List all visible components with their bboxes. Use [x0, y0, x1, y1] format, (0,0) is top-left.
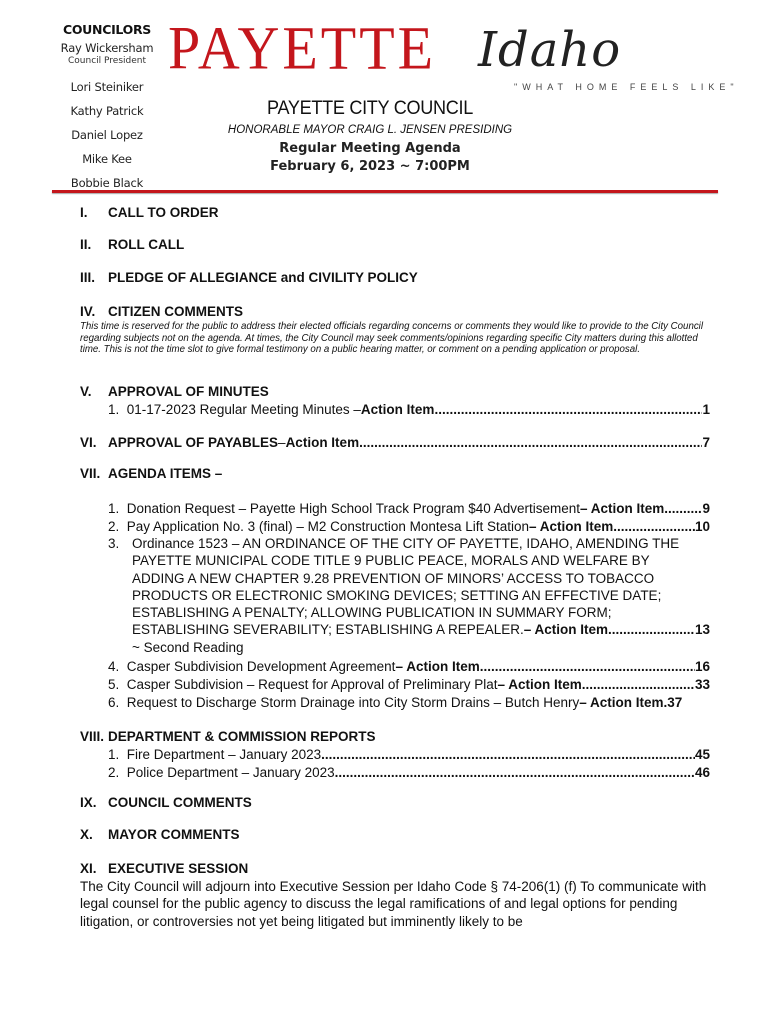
- agenda-item: [108, 658, 710, 675]
- dot-leader: [321, 746, 695, 763]
- state-script-wordmark: Idaho: [478, 22, 622, 78]
- ordinance-line: PRODUCTS OR ELECTRONIC SMOKING DEVICES; SETTING AN EFFECTIVE DATE;: [132, 587, 662, 603]
- dot-leader: [613, 518, 695, 535]
- dot-leader: [664, 500, 702, 517]
- council-president-name: Ray Wickersham: [60, 41, 154, 55]
- section-approval-of-payables: [80, 434, 710, 451]
- citizen-comments-note: This time is reserved for the public to address their elected officials regarding concerns or comments they would like to provide to the City Council regarding subjects not on the agenda. At times, the City Council may seek comments/opinions regarding specific City matters during this allotted time. This is not the time slot to give formal testimony on a public hearing matter, or comment on a pending application or proposal.: [80, 321, 703, 355]
- action-label: – Action Item: [395, 659, 480, 674]
- ordinance-line: ESTABLISHING A PENALTY; ALLOWING PUBLICATION IN SUMMARY FORM;: [132, 605, 612, 621]
- item-number: 4.: [108, 659, 120, 674]
- section-citizen-comments: [80, 304, 243, 319]
- header-divider: [52, 190, 718, 193]
- section-title: APPROVAL OF PAYABLES: [108, 435, 279, 450]
- section-number: VIII.: [80, 729, 105, 744]
- logo-tagline: "WHAT HOME FEELS LIKE": [514, 82, 739, 92]
- agenda-item: [108, 401, 710, 418]
- section-number: V.: [80, 384, 92, 399]
- dot-leader: [608, 621, 695, 638]
- item-number: 1.: [108, 747, 120, 762]
- section-department-reports: [80, 729, 376, 744]
- item-number: 1.: [108, 501, 120, 516]
- reading-note: ~ Second Reading: [132, 639, 244, 655]
- council-president-role: Council President: [68, 56, 146, 66]
- ordinance-line: ESTABLISHING SEVERABILITY; ESTABLISHING A REPEALER.: [132, 622, 524, 638]
- item-text: Casper Subdivision Development Agreement: [126, 659, 396, 674]
- section-number: VII.: [80, 466, 101, 481]
- item-text: Donation Request – Payette High School Track Program $40 Advertisement: [126, 501, 581, 516]
- agenda-item: [108, 694, 710, 711]
- action-label: – Action Item: [529, 519, 614, 534]
- action-label: – Action Item: [497, 677, 582, 692]
- item-number: 3.: [108, 536, 120, 551]
- page-number: 37: [667, 695, 683, 710]
- councilor-name: Kathy Patrick: [70, 104, 144, 118]
- councilor-name: Mike Kee: [82, 152, 132, 166]
- page-title: PAYETTE CITY COUNCIL: [267, 98, 473, 119]
- dot-leader: [335, 764, 695, 781]
- agenda-item: [108, 500, 710, 517]
- page-number: 9: [702, 501, 710, 516]
- ordinance-line: Ordinance 1523 – AN ORDINANCE OF THE CITY OF PAYETTE, IDAHO, AMENDING THE: [132, 536, 680, 551]
- action-label: Action Item: [285, 435, 360, 450]
- section-agenda-items: [80, 466, 222, 481]
- section-number: IX.: [80, 795, 97, 810]
- section-pledge: [80, 270, 418, 285]
- section-title: AGENDA ITEMS –: [108, 466, 223, 481]
- section-number: X.: [80, 827, 93, 842]
- councilors-header: COUNCILORS: [62, 22, 151, 37]
- page-number: 10: [694, 519, 710, 534]
- report-item: [108, 746, 710, 763]
- report-item: [108, 764, 710, 781]
- section-number: XI.: [80, 861, 97, 876]
- section-number: II.: [80, 237, 92, 252]
- action-label: – Action Item: [523, 622, 609, 638]
- item-text: Police Department – January 2023: [126, 765, 335, 780]
- section-title: PLEDGE OF ALLEGIANCE and CIVILITY POLICY: [108, 270, 418, 285]
- ordinance-line: ADDING A NEW CHAPTER 9.28 PREVENTION OF MINORS’ ACCESS TO TOBACCO: [132, 570, 655, 586]
- councilor-name: Daniel Lopez: [71, 128, 143, 142]
- item-number: 6.: [108, 695, 120, 710]
- councilor-name: Lori Steiniker: [70, 80, 144, 94]
- page-number: 1: [702, 402, 710, 417]
- section-title: COUNCIL COMMENTS: [108, 795, 252, 810]
- section-council-comments: [80, 795, 252, 810]
- action-label: – Action Item: [580, 501, 665, 516]
- section-mayor-comments: [80, 827, 240, 842]
- section-title: CITIZEN COMMENTS: [108, 304, 243, 319]
- section-title: DEPARTMENT & COMMISSION REPORTS: [108, 729, 376, 744]
- agenda-item: [108, 676, 710, 693]
- page-number: 7: [702, 435, 710, 450]
- section-title: EXECUTIVE SESSION: [108, 861, 249, 876]
- section-title: MAYOR COMMENTS: [108, 827, 240, 842]
- dot-leader: [582, 676, 695, 693]
- section-roll-call: [80, 237, 184, 252]
- section-number: VI.: [80, 435, 97, 450]
- section-number: IV.: [80, 304, 96, 319]
- page-number: 13: [694, 622, 710, 638]
- item-text: Pay Application No. 3 (final) – M2 Construction Montesa Lift Station: [126, 519, 529, 534]
- section-title: APPROVAL OF MINUTES: [108, 384, 269, 399]
- councilor-name: Bobbie Black: [70, 176, 144, 190]
- section-executive-session: [80, 861, 248, 876]
- agenda-item: [108, 518, 710, 535]
- dot-leader: [434, 401, 702, 418]
- item-text: Fire Department – January 2023: [126, 747, 322, 762]
- title-separator: –: [278, 435, 286, 450]
- page-number: 16: [694, 659, 710, 674]
- page-number: 45: [694, 747, 710, 762]
- section-number: I.: [80, 205, 88, 220]
- action-label: Action Item: [360, 402, 435, 417]
- ordinance-line: PAYETTE MUNICIPAL CODE TITLE 9 PUBLIC PEACE, MORALS AND WELFARE BY: [132, 553, 650, 569]
- item-number: 2.: [108, 519, 120, 534]
- section-number: III.: [80, 270, 96, 285]
- presiding-mayor: HONORABLE MAYOR CRAIG L. JENSEN PRESIDING: [227, 124, 513, 136]
- councilors-list: [52, 22, 162, 190]
- dot-leader: [359, 434, 702, 451]
- item-number: 2.: [108, 765, 120, 780]
- meeting-date: February 6, 2023 ~ 7:00PM: [270, 159, 470, 174]
- agenda-type: Regular Meeting Agenda: [279, 141, 461, 156]
- page-number: 33: [694, 677, 710, 692]
- item-number: 5.: [108, 677, 120, 692]
- section-approval-of-minutes: [80, 384, 269, 399]
- section-title: ROLL CALL: [108, 237, 185, 252]
- page-number: 46: [694, 765, 710, 780]
- item-text: 01-17-2023 Regular Meeting Minutes –: [126, 402, 361, 417]
- action-label: – Action Item.: [579, 695, 668, 710]
- item-text: Request to Discharge Storm Drainage into City Storm Drains – Butch Henry: [126, 695, 580, 710]
- section-title: CALL TO ORDER: [108, 205, 219, 220]
- item-number: 1.: [108, 402, 120, 417]
- section-call-to-order: [80, 205, 219, 220]
- executive-session-text: The City Council will adjourn into Executive Session per Idaho Code § 74-206(1) (f) To communicate with legal counsel for the public agency to discuss the legal ramifications of and legal options for pending litigation, or controversies not yet being litigated but imminently likely to be: [80, 879, 707, 929]
- city-logo-wordmark: PAYETTE: [168, 13, 437, 83]
- dot-leader: [480, 658, 695, 675]
- agenda-item-ordinance: [108, 535, 710, 656]
- item-text: Casper Subdivision – Request for Approval of Preliminary Plat: [126, 677, 498, 692]
